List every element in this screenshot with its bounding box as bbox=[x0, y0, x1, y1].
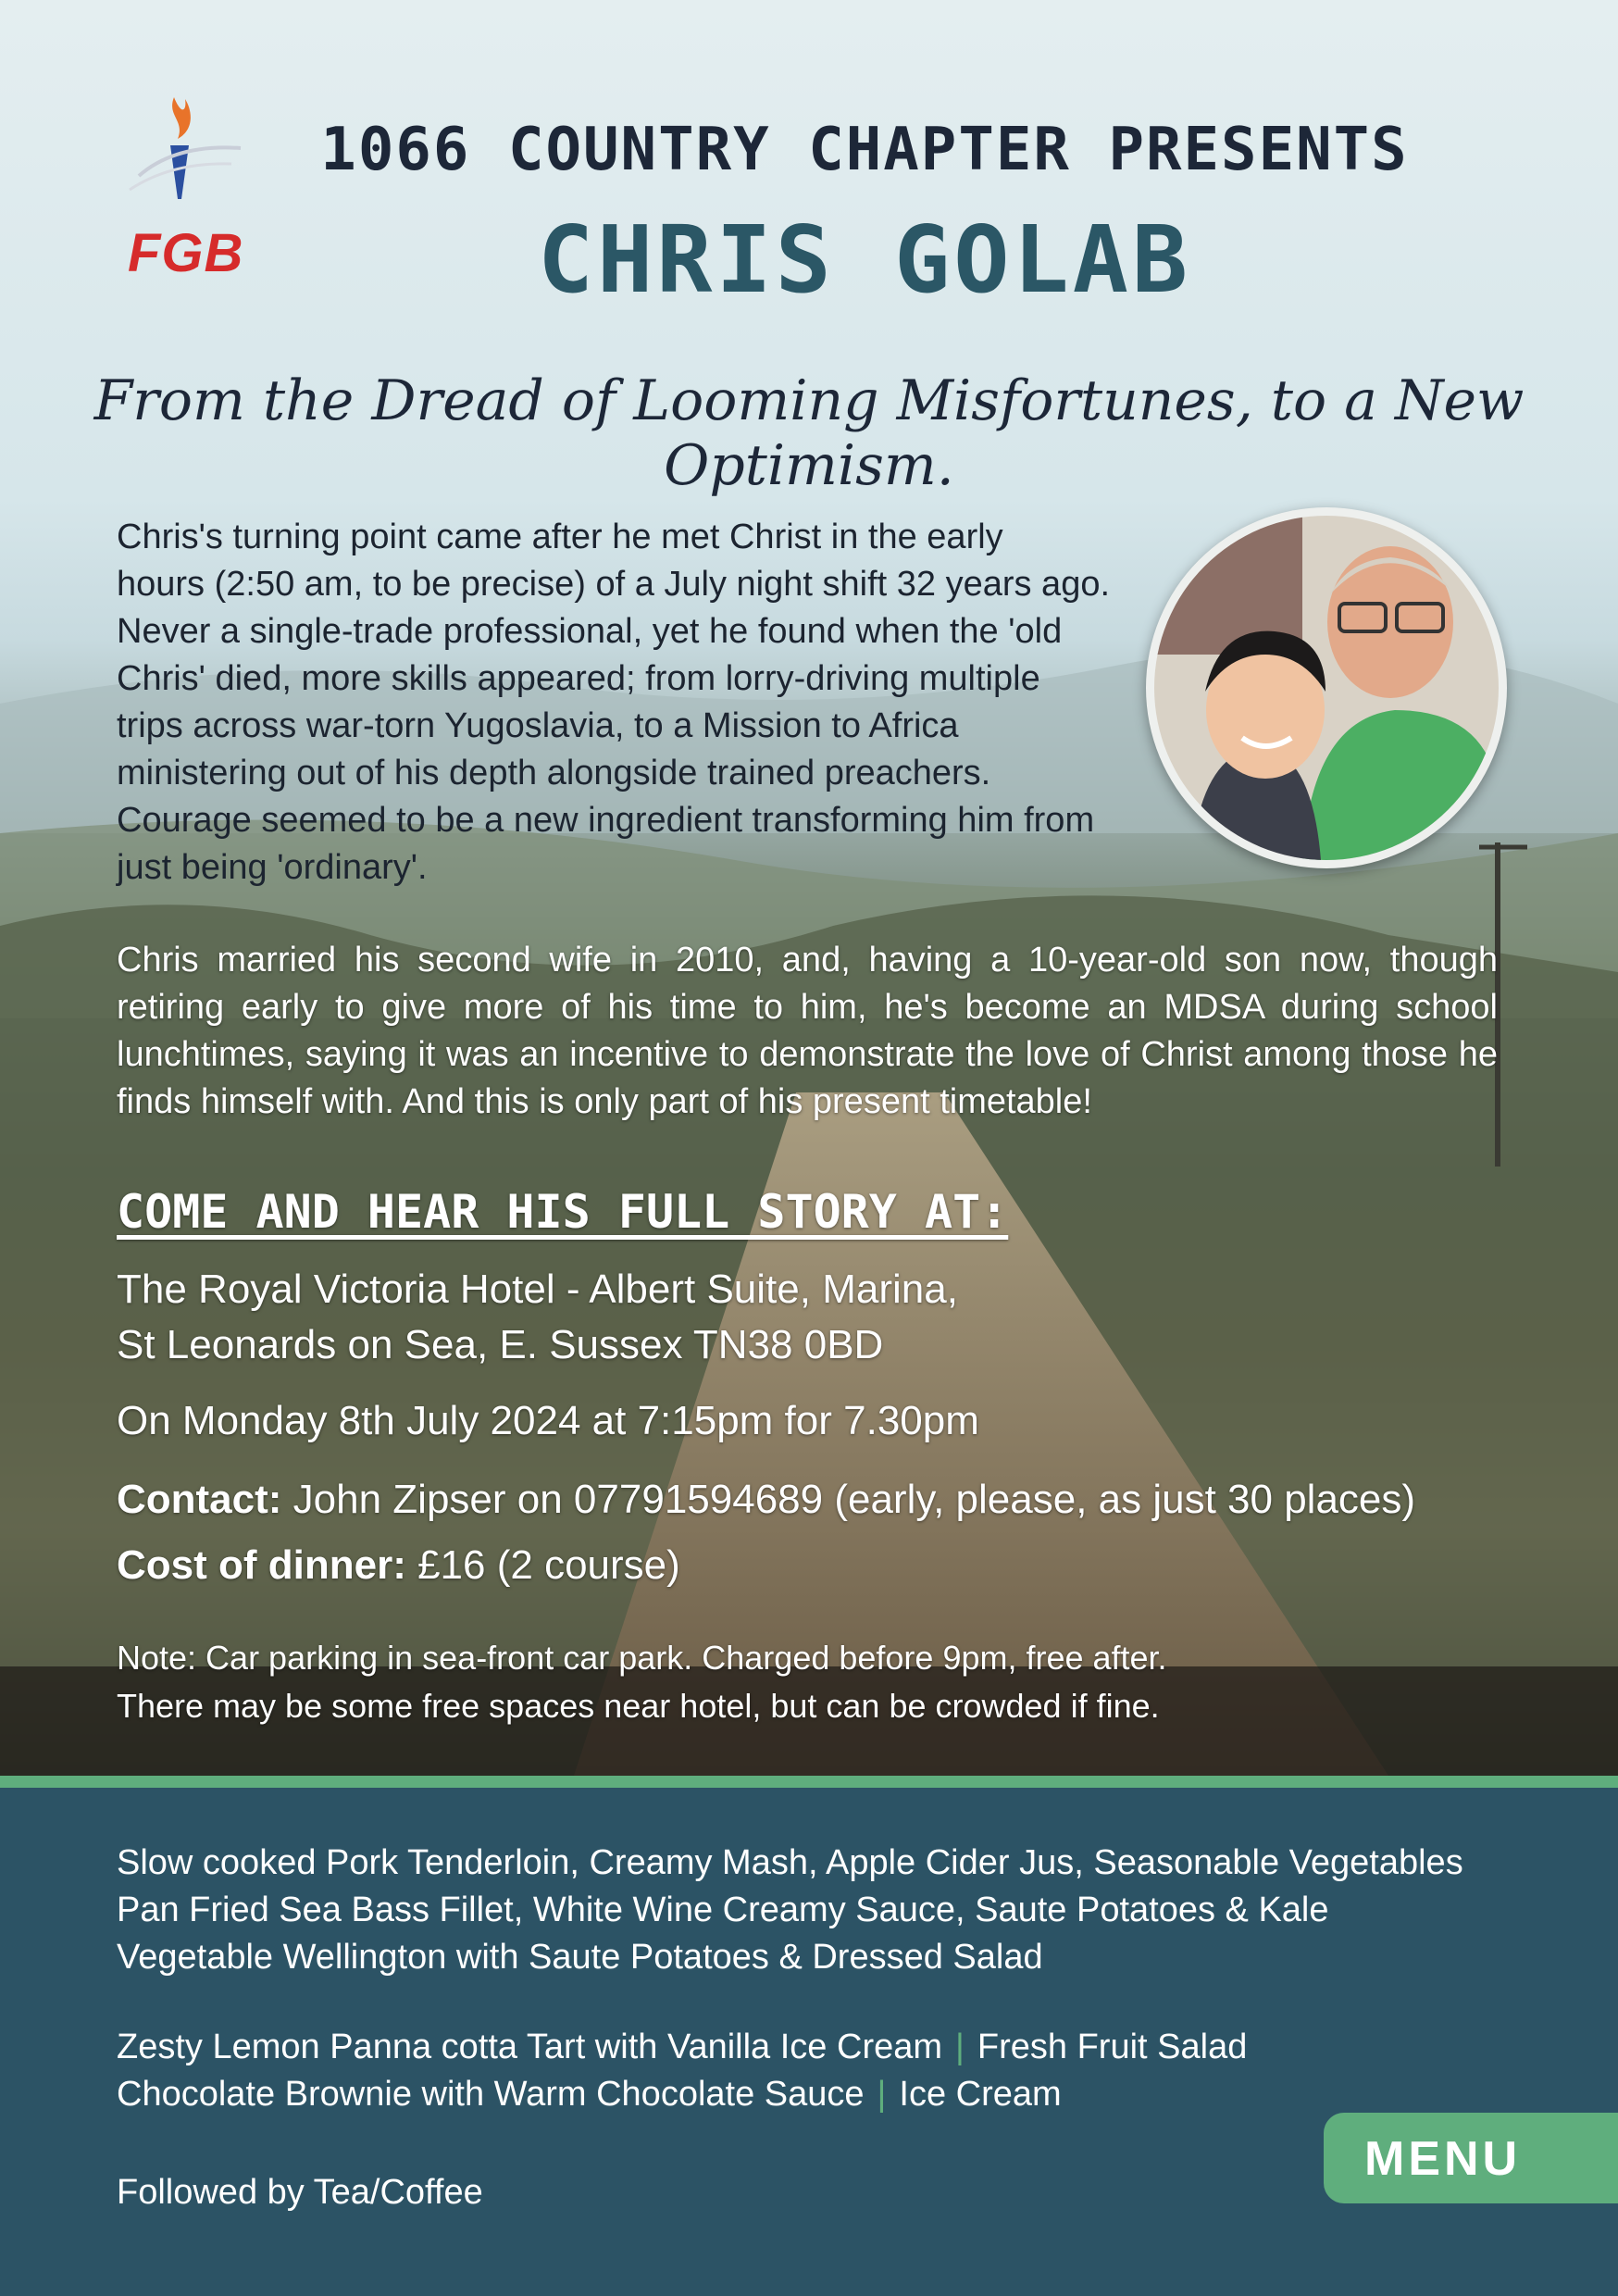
venue-line: The Royal Victoria Hotel - Albert Suite, Marina, bbox=[117, 1267, 958, 1312]
note-line: There may be some free spaces near hotel, but can be crowded if fine. bbox=[117, 1687, 1160, 1725]
menu-item: Vegetable Wellington with Saute Potatoes & Dressed Salad bbox=[117, 1938, 1043, 1977]
presents-heading: 1066 COUNTRY CHAPTER PRESENTS bbox=[320, 116, 1409, 184]
contact-info bbox=[117, 1477, 1415, 1523]
venue-line: St Leonards on Sea, E. Sussex TN38 0BD bbox=[117, 1322, 884, 1367]
cost-label: Cost of dinner: bbox=[117, 1542, 406, 1588]
dessert-row bbox=[117, 2071, 1247, 2118]
story-line: Courage seemed to be a new ingredient transforming him from bbox=[117, 801, 1095, 840]
dessert-item: Fresh Fruit Salad bbox=[977, 2028, 1248, 2066]
dessert-item: Ice Cream bbox=[899, 2075, 1062, 2114]
story-paragraph-1 bbox=[117, 514, 1144, 892]
event-heading: COME AND HEAR HIS FULL STORY AT: bbox=[117, 1185, 1009, 1239]
dessert-item: Zesty Lemon Panna cotta Tart with Vanilla Ice Cream bbox=[117, 2028, 943, 2066]
story-paragraph-2: Chris married his second wife in 2010, and, having a 10-year-old son now, though retiring early to give more of his time to him, he's become an MDSA during school lunchtimes, saying it was an incentive to demonstrate the love of Christ among those he finds himself with. And this is only part of his present timetable! bbox=[117, 941, 1498, 1121]
menu-tab-label: MENU bbox=[1364, 2132, 1522, 2186]
story-line: trips across war-torn Yugoslavia, to a Mission to Africa bbox=[117, 706, 959, 745]
speaker-photo bbox=[1146, 507, 1507, 868]
speaker-name: CHRIS GOLAB bbox=[537, 206, 1192, 314]
dessert-item: Chocolate Brownie with Warm Chocolate Sauce bbox=[117, 2075, 865, 2114]
story-line: hours (2:50 am, to be precise) of a July night shift 32 years ago. bbox=[117, 565, 1111, 604]
logo-text: FGB bbox=[128, 223, 244, 283]
story-line: ministering out of his depth alongside trained preachers. bbox=[117, 754, 991, 792]
menu-tab bbox=[1324, 2113, 1618, 2203]
contact-label: Contact: bbox=[117, 1477, 282, 1522]
green-divider bbox=[0, 1776, 1618, 1788]
menu-item: Slow cooked Pork Tenderloin, Creamy Mash, Apple Cider Jus, Seasonable Vegetables bbox=[117, 1843, 1463, 1882]
contact-value: John Zipser on 07791594689 (early, please, as just 30 places) bbox=[281, 1477, 1416, 1522]
story-line: just being 'ordinary'. bbox=[117, 848, 428, 887]
parking-note bbox=[117, 1634, 1167, 1730]
story-line: Chris' died, more skills appeared; from lorry-driving multiple bbox=[117, 659, 1040, 698]
event-date: On Monday 8th July 2024 at 7:15pm for 7.30pm bbox=[117, 1398, 979, 1443]
story-line: Never a single-trade professional, yet he found when the 'old bbox=[117, 612, 1063, 651]
desserts bbox=[117, 2024, 1247, 2118]
talk-tagline: From the Dread of Looming Misfortunes, to a New Optimism. bbox=[93, 368, 1525, 498]
note-line: Note: Car parking in sea-front car park. Charged before 9pm, free after. bbox=[117, 1639, 1167, 1677]
dinner-cost bbox=[117, 1542, 680, 1589]
main-courses bbox=[117, 1840, 1463, 1981]
separator: | bbox=[955, 2028, 965, 2066]
story-line: Chris's turning point came after he met Christ in the early bbox=[117, 518, 1003, 556]
cost-value: £16 (2 course) bbox=[405, 1542, 680, 1588]
venue-address bbox=[117, 1262, 958, 1373]
portrait-illustration bbox=[1154, 516, 1499, 860]
separator: | bbox=[877, 2075, 887, 2114]
dessert-row bbox=[117, 2024, 1247, 2071]
menu-item: Pan Fried Sea Bass Fillet, White Wine Creamy Sauce, Saute Potatoes & Kale bbox=[117, 1890, 1329, 1929]
followed-by: Followed by Tea/Coffee bbox=[117, 2173, 483, 2212]
